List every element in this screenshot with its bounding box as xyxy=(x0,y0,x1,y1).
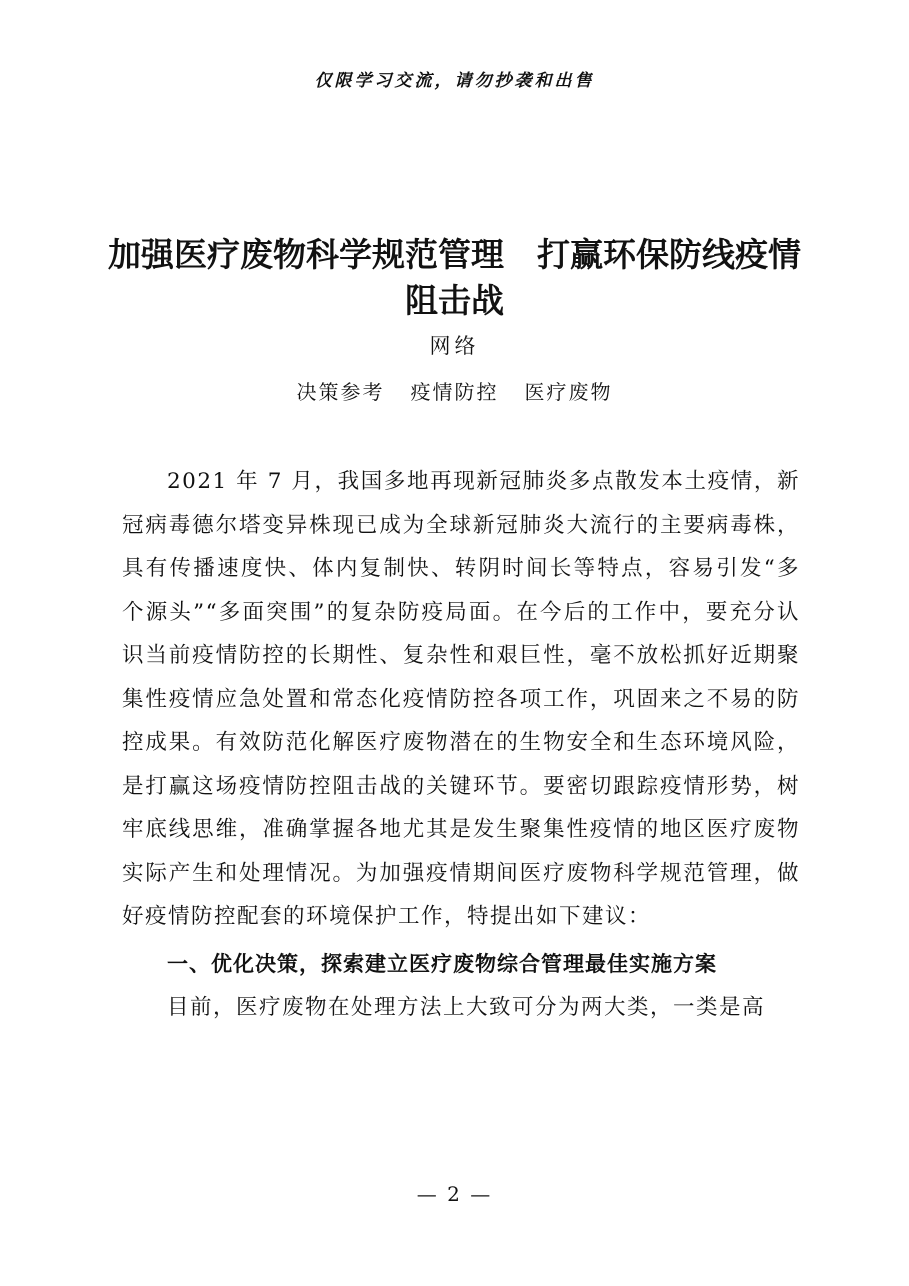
page-number: — 2 — xyxy=(416,1182,493,1206)
tag-list xyxy=(0,376,909,405)
body-paragraph: 2021 年 7 月，我国多地再现新冠肺炎多点散发本土疫情，新冠病毒德尔塔变异株现已成为全球新冠肺炎大流行的主要病毒株，具有传播速度快、体内复制快、转阴时间长等特点，容易引发“多个源头”“多面突围”的复杂防疫局面。在今后的工作中，要充分认识当前疫情防控的长期性、复杂性和艰巨性，毫不放松抓好近期聚集性疫情应急处置和常态化疫情防控各项工作，巩固来之不易的防控成果。有效防范化解医疗废物潜在的生物安全和生态环境风险，是打赢这场疫情防控阻击战的关键环节。要密切跟踪疫情形势，树牢底线思维，准确掌握各地尤其是发生聚集性疫情的地区医疗废物实际产生和处理情况。为加强疫情期间医疗废物科学规范管理，做好疫情防控配套的环境保护工作，特提出如下建议： xyxy=(122,469,800,929)
page-title: 加强医疗废物科学规范管理 打赢环保防线疫情阻击战 xyxy=(108,235,801,320)
section-heading: 一、优化决策，探索建立医疗废物综合管理最佳实施方案 xyxy=(167,951,717,976)
tag-item: 决策参考 xyxy=(296,380,385,404)
body-paragraph: 目前，医疗废物在处理方法上大致可分为两大类，一类是高 xyxy=(167,995,766,1020)
source-label: 网络 xyxy=(429,334,480,358)
tag-item: 疫情防控 xyxy=(410,380,499,404)
header-note: 仅限学习交流，请勿抄袭和出售 xyxy=(314,71,595,91)
tag-item: 医疗废物 xyxy=(524,380,613,404)
article-body xyxy=(122,460,800,1030)
